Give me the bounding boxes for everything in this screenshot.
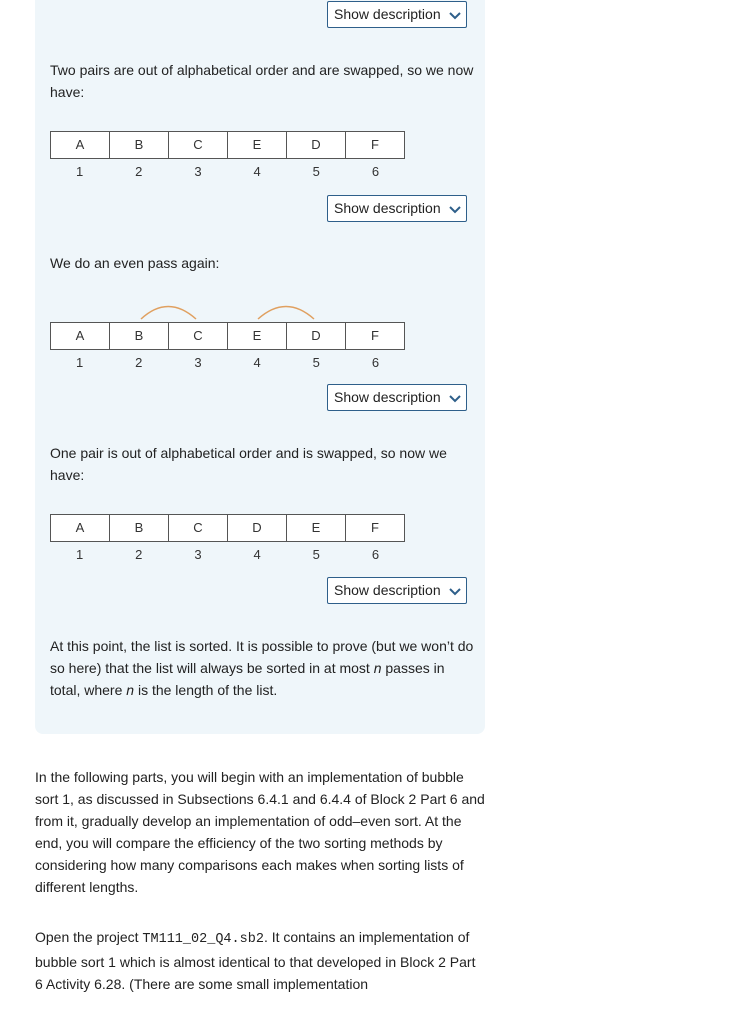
chevron-down-icon [448, 584, 462, 598]
table-cells [50, 131, 405, 159]
table-cell: C [169, 132, 228, 158]
table-index: 4 [253, 547, 261, 562]
table-index: 6 [371, 164, 380, 179]
table-cell: E [228, 132, 287, 158]
table-cell: E [228, 323, 287, 349]
table-cell: F [371, 137, 379, 152]
table-index: 4 [253, 164, 261, 179]
table-indices [50, 547, 405, 562]
show-description-button[interactable] [327, 1, 467, 28]
table-indices [50, 164, 405, 179]
comparison-arcs [50, 298, 405, 322]
show-description-label: Show description [334, 200, 441, 216]
comparison-arc [141, 307, 196, 320]
chevron-down-icon [448, 202, 462, 216]
chevron-down-icon [448, 8, 462, 22]
table-index: 5 [312, 164, 320, 179]
variable-n: n [373, 660, 382, 676]
table-index: 2 [135, 355, 143, 370]
table-index: 1 [75, 355, 84, 370]
variable-n: n [126, 682, 135, 698]
paragraph-swap-two: Two pairs are out of alphabetical order and are swapped, so we now have: [50, 62, 474, 100]
table-cell: E [287, 515, 346, 541]
text-span: passes in total, where [50, 660, 445, 698]
table-cells [50, 514, 405, 542]
comparison-arc [258, 307, 314, 320]
paragraph-following-parts: In the following parts, you will begin with an implementation of bubble sort 1, as discussed in Subsections 6.4.1 and 6.4.4 of Block 2 Part 6 and from it, gradually develop an implementation of odd–even sort. At the end, you will compare the efficiency of the two sorting methods by considering how many comparisons each makes when sorting lists of different lengths. [35, 769, 485, 895]
table-index: 1 [75, 164, 84, 179]
table-indices [50, 355, 405, 370]
table-cell: D [287, 132, 346, 158]
show-description-label: Show description [334, 582, 441, 598]
project-filename: TM111_02_Q4.sb2 [142, 932, 264, 947]
table-index: 1 [75, 547, 84, 562]
table-index: 5 [312, 547, 320, 562]
table-cell: C [169, 323, 228, 349]
table-index: 6 [371, 355, 380, 370]
table-index: 5 [312, 355, 320, 370]
show-description-label: Show description [334, 6, 441, 22]
chevron-down-icon [448, 391, 462, 405]
table-cell: C [169, 515, 228, 541]
table-cell: B [110, 132, 169, 158]
paragraph-even-pass: We do an even pass again: [50, 255, 220, 271]
table-index: 6 [371, 547, 380, 562]
table-index: 3 [194, 164, 202, 179]
paragraph-swap-one: One pair is out of alphabetical order and is swapped, so now we have: [50, 445, 447, 483]
text-span: . It contains an implementation of bubble sort 1 which is almost identical to that developed in Block 2 Part 6 Activity 6.28. (There are some small implementation [35, 929, 476, 992]
table-index: 2 [135, 164, 143, 179]
table-cell: F [371, 328, 379, 343]
table-cell: A [51, 132, 110, 158]
table-cell: D [287, 323, 346, 349]
paragraph-open-project [35, 926, 485, 995]
text-span: is the length of the list. [134, 682, 278, 698]
show-description-button[interactable] [327, 384, 467, 411]
table-index: 3 [194, 547, 202, 562]
show-description-button[interactable] [327, 577, 467, 604]
table-index: 4 [253, 355, 261, 370]
table-cell: A [51, 515, 110, 541]
table-cell: A [51, 323, 110, 349]
paragraph-sorted [50, 635, 475, 701]
text-span: Open the project [35, 929, 143, 945]
show-description-label: Show description [334, 389, 441, 405]
table-cell: B [110, 323, 169, 349]
table-cell: B [110, 515, 169, 541]
table-index: 2 [135, 547, 143, 562]
table-cells [50, 322, 405, 350]
text-span: At this point, the list is sorted. It is possible to prove (but we won’t do so here) that the list will always be sorted in at most [50, 638, 474, 676]
table-index: 3 [194, 355, 202, 370]
table-cell: F [371, 520, 379, 535]
show-description-button[interactable] [327, 195, 467, 222]
table-cell: D [228, 515, 287, 541]
